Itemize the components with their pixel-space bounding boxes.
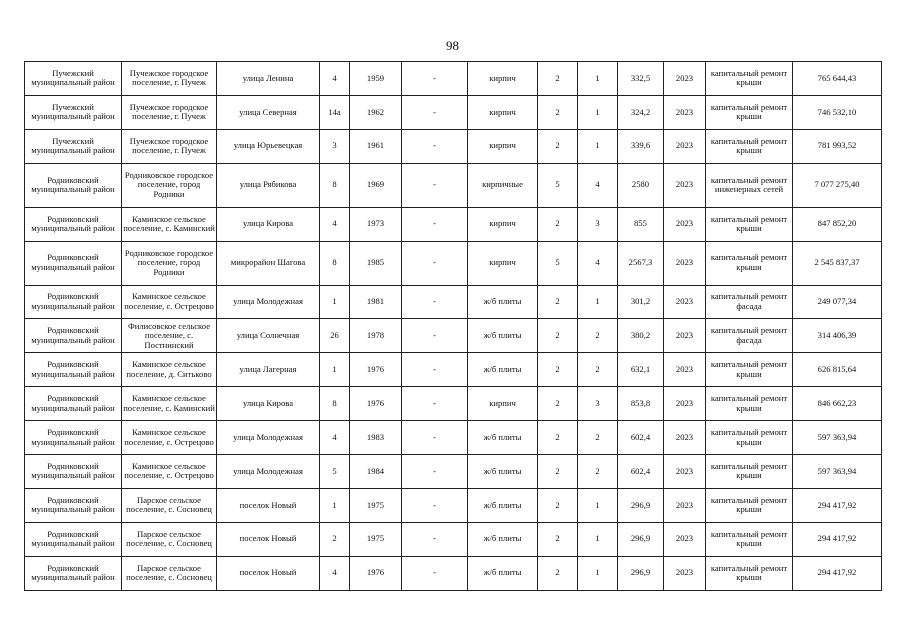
cost-cell: 294 417,92: [793, 556, 882, 590]
plan-year-cell: 2023: [664, 285, 706, 319]
street-cell: улица Кирова: [217, 387, 320, 421]
house-number-cell: 3: [320, 129, 350, 163]
house-number-cell: 8: [320, 241, 350, 285]
work-type-cell: капитальный ремонт крыши: [706, 62, 793, 96]
year-built-cell: 1962: [350, 95, 402, 129]
wall-material-cell: кирпич: [468, 62, 538, 96]
table-row: [25, 163, 882, 207]
street-cell: улица Молодежная: [217, 421, 320, 455]
area-cell: 339,6: [618, 129, 664, 163]
plan-year-cell: 2023: [664, 488, 706, 522]
plan-year-cell: 2023: [664, 319, 706, 353]
work-type-cell: капитальный ремонт крыши: [706, 95, 793, 129]
table-row: [25, 241, 882, 285]
entrances-cell: 1: [578, 488, 618, 522]
year-built-cell: 1975: [350, 522, 402, 556]
plan-year-cell: 2023: [664, 522, 706, 556]
year-built-cell: 1976: [350, 556, 402, 590]
floors-cell: 2: [538, 353, 578, 387]
year-built-cell: 1961: [350, 129, 402, 163]
settlement-cell: Родниковское городское поселение, город Родники: [122, 163, 217, 207]
cost-cell: 781 993,52: [793, 129, 882, 163]
district-cell: Пучежский муниципальный район: [25, 62, 122, 96]
table-row: [25, 95, 882, 129]
plan-year-cell: 2023: [664, 421, 706, 455]
cost-cell: 847 852,20: [793, 207, 882, 241]
cost-cell: 294 417,92: [793, 488, 882, 522]
wall-material-cell: ж/б плиты: [468, 319, 538, 353]
work-type-cell: капитальный ремонт инженерных сетей: [706, 163, 793, 207]
cost-cell: 765 644,43: [793, 62, 882, 96]
year-built-cell: 1975: [350, 488, 402, 522]
district-cell: Родниковский муниципальный район: [25, 241, 122, 285]
plan-year-cell: 2023: [664, 129, 706, 163]
district-cell: Родниковский муниципальный район: [25, 387, 122, 421]
table-row: [25, 488, 882, 522]
work-type-cell: капитальный ремонт крыши: [706, 488, 793, 522]
cost-cell: 626 815,64: [793, 353, 882, 387]
plan-year-cell: 2023: [664, 556, 706, 590]
wall-material-cell: ж/б плиты: [468, 353, 538, 387]
extra-cell: -: [402, 319, 468, 353]
street-cell: улица Молодежная: [217, 455, 320, 489]
work-type-cell: капитальный ремонт фасада: [706, 319, 793, 353]
cost-cell: 597 363,94: [793, 421, 882, 455]
registry-body: [25, 62, 882, 591]
entrances-cell: 1: [578, 556, 618, 590]
street-cell: улица Лагерная: [217, 353, 320, 387]
extra-cell: -: [402, 421, 468, 455]
work-type-cell: капитальный ремонт фасада: [706, 285, 793, 319]
table-row: [25, 319, 882, 353]
year-built-cell: 1983: [350, 421, 402, 455]
area-cell: 380,2: [618, 319, 664, 353]
house-number-cell: 4: [320, 421, 350, 455]
wall-material-cell: ж/б плиты: [468, 488, 538, 522]
house-number-cell: 8: [320, 387, 350, 421]
street-cell: микрорайон Шагова: [217, 241, 320, 285]
settlement-cell: Парское сельское поселение, с. Сосновец: [122, 522, 217, 556]
house-number-cell: 4: [320, 556, 350, 590]
wall-material-cell: кирпич: [468, 95, 538, 129]
wall-material-cell: ж/б плиты: [468, 556, 538, 590]
house-number-cell: 26: [320, 319, 350, 353]
district-cell: Родниковский муниципальный район: [25, 353, 122, 387]
entrances-cell: 2: [578, 421, 618, 455]
floors-cell: 2: [538, 207, 578, 241]
floors-cell: 2: [538, 455, 578, 489]
extra-cell: -: [402, 285, 468, 319]
housing-registry-table: [24, 61, 882, 591]
wall-material-cell: кирпич: [468, 207, 538, 241]
cost-cell: 597 363,94: [793, 455, 882, 489]
house-number-cell: 8: [320, 163, 350, 207]
settlement-cell: Каминское сельское поселение, с. Каминский: [122, 207, 217, 241]
entrances-cell: 1: [578, 129, 618, 163]
year-built-cell: 1973: [350, 207, 402, 241]
house-number-cell: 2: [320, 522, 350, 556]
table-row: [25, 62, 882, 96]
extra-cell: -: [402, 353, 468, 387]
house-number-cell: 4: [320, 207, 350, 241]
settlement-cell: Родниковское городское поселение, город Родники: [122, 241, 217, 285]
floors-cell: 2: [538, 421, 578, 455]
floors-cell: 2: [538, 129, 578, 163]
settlement-cell: Пучежское городское поселение, г. Пучеж: [122, 129, 217, 163]
settlement-cell: Пучежское городское поселение, г. Пучеж: [122, 62, 217, 96]
wall-material-cell: кирпич: [468, 241, 538, 285]
wall-material-cell: ж/б плиты: [468, 421, 538, 455]
floors-cell: 2: [538, 319, 578, 353]
area-cell: 296,9: [618, 556, 664, 590]
street-cell: улица Юрьевецкая: [217, 129, 320, 163]
cost-cell: 2 545 837,37: [793, 241, 882, 285]
year-built-cell: 1969: [350, 163, 402, 207]
extra-cell: -: [402, 488, 468, 522]
table-row: [25, 556, 882, 590]
district-cell: Родниковский муниципальный район: [25, 207, 122, 241]
extra-cell: -: [402, 556, 468, 590]
settlement-cell: Филисовское сельское поселение, с. Постнинский: [122, 319, 217, 353]
settlement-cell: Каминское сельское поселение, д. Ситьково: [122, 353, 217, 387]
street-cell: улица Северная: [217, 95, 320, 129]
work-type-cell: капитальный ремонт крыши: [706, 455, 793, 489]
house-number-cell: 1: [320, 488, 350, 522]
area-cell: 602,4: [618, 421, 664, 455]
district-cell: Родниковский муниципальный район: [25, 522, 122, 556]
extra-cell: -: [402, 207, 468, 241]
district-cell: Родниковский муниципальный район: [25, 488, 122, 522]
plan-year-cell: 2023: [664, 62, 706, 96]
entrances-cell: 4: [578, 241, 618, 285]
year-built-cell: 1976: [350, 387, 402, 421]
floors-cell: 2: [538, 387, 578, 421]
floors-cell: 2: [538, 488, 578, 522]
house-number-cell: 14а: [320, 95, 350, 129]
table-row: [25, 285, 882, 319]
work-type-cell: капитальный ремонт крыши: [706, 387, 793, 421]
year-built-cell: 1984: [350, 455, 402, 489]
work-type-cell: капитальный ремонт крыши: [706, 129, 793, 163]
plan-year-cell: 2023: [664, 353, 706, 387]
street-cell: поселок Новый: [217, 488, 320, 522]
cost-cell: 7 077 275,40: [793, 163, 882, 207]
wall-material-cell: ж/б плиты: [468, 285, 538, 319]
street-cell: поселок Новый: [217, 556, 320, 590]
street-cell: улица Молодежная: [217, 285, 320, 319]
area-cell: 602,4: [618, 455, 664, 489]
extra-cell: -: [402, 387, 468, 421]
floors-cell: 5: [538, 241, 578, 285]
street-cell: улица Солнечная: [217, 319, 320, 353]
entrances-cell: 2: [578, 455, 618, 489]
extra-cell: -: [402, 522, 468, 556]
street-cell: поселок Новый: [217, 522, 320, 556]
extra-cell: -: [402, 241, 468, 285]
plan-year-cell: 2023: [664, 95, 706, 129]
district-cell: Родниковский муниципальный район: [25, 455, 122, 489]
table-row: [25, 129, 882, 163]
extra-cell: -: [402, 62, 468, 96]
settlement-cell: Каминское сельское поселение, с. Острецово: [122, 285, 217, 319]
area-cell: 853,8: [618, 387, 664, 421]
floors-cell: 2: [538, 285, 578, 319]
floors-cell: 2: [538, 556, 578, 590]
district-cell: Родниковский муниципальный район: [25, 319, 122, 353]
entrances-cell: 4: [578, 163, 618, 207]
table-row: [25, 207, 882, 241]
wall-material-cell: кирпичные: [468, 163, 538, 207]
page-number: 98: [446, 38, 459, 53]
wall-material-cell: ж/б плиты: [468, 522, 538, 556]
work-type-cell: капитальный ремонт крыши: [706, 421, 793, 455]
year-built-cell: 1985: [350, 241, 402, 285]
cost-cell: 746 532,10: [793, 95, 882, 129]
entrances-cell: 1: [578, 285, 618, 319]
area-cell: 324,2: [618, 95, 664, 129]
work-type-cell: капитальный ремонт крыши: [706, 207, 793, 241]
district-cell: Родниковский муниципальный район: [25, 556, 122, 590]
work-type-cell: капитальный ремонт крыши: [706, 241, 793, 285]
wall-material-cell: ж/б плиты: [468, 455, 538, 489]
plan-year-cell: 2023: [664, 455, 706, 489]
floors-cell: 2: [538, 522, 578, 556]
entrances-cell: 1: [578, 522, 618, 556]
district-cell: Родниковский муниципальный район: [25, 421, 122, 455]
extra-cell: -: [402, 455, 468, 489]
cost-cell: 314 406,39: [793, 319, 882, 353]
house-number-cell: 1: [320, 285, 350, 319]
settlement-cell: Парское сельское поселение, с. Сосновец: [122, 556, 217, 590]
extra-cell: -: [402, 95, 468, 129]
entrances-cell: 1: [578, 95, 618, 129]
floors-cell: 5: [538, 163, 578, 207]
year-built-cell: 1978: [350, 319, 402, 353]
cost-cell: 249 077,34: [793, 285, 882, 319]
entrances-cell: 1: [578, 62, 618, 96]
extra-cell: -: [402, 163, 468, 207]
table-row: [25, 421, 882, 455]
work-type-cell: капитальный ремонт крыши: [706, 353, 793, 387]
settlement-cell: Каминское сельское поселение, с. Острецово: [122, 455, 217, 489]
district-cell: Пучежский муниципальный район: [25, 129, 122, 163]
wall-material-cell: кирпич: [468, 387, 538, 421]
extra-cell: -: [402, 129, 468, 163]
entrances-cell: 2: [578, 319, 618, 353]
wall-material-cell: кирпич: [468, 129, 538, 163]
area-cell: 2580: [618, 163, 664, 207]
year-built-cell: 1981: [350, 285, 402, 319]
table-row: [25, 522, 882, 556]
table-row: [25, 387, 882, 421]
plan-year-cell: 2023: [664, 387, 706, 421]
street-cell: улица Кирова: [217, 207, 320, 241]
area-cell: 301,2: [618, 285, 664, 319]
cost-cell: 846 662,23: [793, 387, 882, 421]
table-row: [25, 455, 882, 489]
street-cell: улица Ленина: [217, 62, 320, 96]
cost-cell: 294 417,92: [793, 522, 882, 556]
floors-cell: 2: [538, 62, 578, 96]
plan-year-cell: 2023: [664, 163, 706, 207]
house-number-cell: 4: [320, 62, 350, 96]
district-cell: Родниковский муниципальный район: [25, 163, 122, 207]
plan-year-cell: 2023: [664, 241, 706, 285]
area-cell: 332,5: [618, 62, 664, 96]
area-cell: 632,1: [618, 353, 664, 387]
plan-year-cell: 2023: [664, 207, 706, 241]
district-cell: Родниковский муниципальный район: [25, 285, 122, 319]
entrances-cell: 2: [578, 353, 618, 387]
floors-cell: 2: [538, 95, 578, 129]
area-cell: 2567,3: [618, 241, 664, 285]
street-cell: улица Рябикова: [217, 163, 320, 207]
table-row: [25, 353, 882, 387]
area-cell: 296,9: [618, 488, 664, 522]
area-cell: 296,9: [618, 522, 664, 556]
settlement-cell: Парское сельское поселение, с. Сосновец: [122, 488, 217, 522]
house-number-cell: 5: [320, 455, 350, 489]
year-built-cell: 1976: [350, 353, 402, 387]
work-type-cell: капитальный ремонт крыши: [706, 556, 793, 590]
settlement-cell: Пучежское городское поселение, г. Пучеж: [122, 95, 217, 129]
entrances-cell: 3: [578, 207, 618, 241]
area-cell: 855: [618, 207, 664, 241]
entrances-cell: 3: [578, 387, 618, 421]
year-built-cell: 1959: [350, 62, 402, 96]
district-cell: Пучежский муниципальный район: [25, 95, 122, 129]
settlement-cell: Каминское сельское поселение, с. Острецово: [122, 421, 217, 455]
work-type-cell: капитальный ремонт крыши: [706, 522, 793, 556]
house-number-cell: 1: [320, 353, 350, 387]
settlement-cell: Каминское сельское поселение, с. Каминский: [122, 387, 217, 421]
